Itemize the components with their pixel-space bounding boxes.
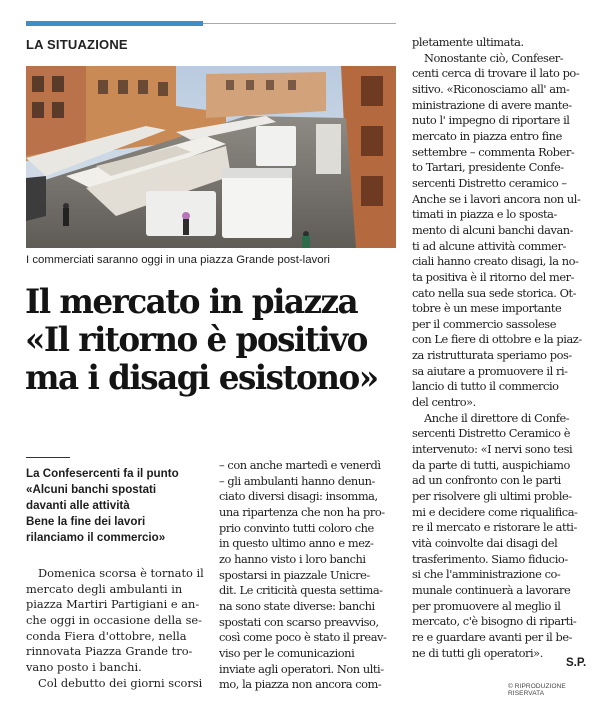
summary-line: Bene la fine dei lavori xyxy=(26,515,146,528)
body-line: sercenti Distretto ceramico – xyxy=(412,175,567,190)
body-line: dit. Le criticità questa settima- xyxy=(219,583,383,598)
body-line: to Tartari, presidente Confe- xyxy=(412,160,564,175)
body-line: inviate agli operatori. Non ulti- xyxy=(219,661,384,676)
headline-line: «Il ritorno è positivo xyxy=(25,320,367,360)
body-line: Nonostante ciò, Confeser- xyxy=(424,50,564,65)
body-line: del centro». xyxy=(412,395,476,410)
summary-rule xyxy=(26,457,70,458)
body-line: re e guardare avanti per il be- xyxy=(412,629,573,644)
body-line: za ristrutturata speriamo pos- xyxy=(412,348,572,363)
body-line: una ripartenza che non ha pro- xyxy=(219,504,385,519)
section-divider xyxy=(203,23,396,24)
body-line: spostati con scarso preavviso, xyxy=(219,614,379,629)
author-signature: S.P. xyxy=(566,657,587,669)
body-line: mo, la piazza non ancora com- xyxy=(219,677,382,692)
body-column-3 xyxy=(412,35,590,661)
body-line: ciali hanno creato disagi, la no- xyxy=(412,254,579,269)
section-kicker: LA SITUAZIONE xyxy=(26,37,128,52)
market-photo xyxy=(26,66,396,248)
body-line: viso per le comunicazioni xyxy=(219,645,355,660)
body-line: – con anche martedì e venerdì xyxy=(219,458,381,472)
body-line: zo hanno visto i loro banchi xyxy=(219,551,366,566)
body-line: sitivo. «Riconosciamo all' am- xyxy=(412,81,570,96)
body-line: vità coinvolte dai disagi del xyxy=(412,536,558,550)
body-line: piazza Martiri Partigiani e an- xyxy=(26,597,200,612)
body-column-1 xyxy=(26,566,206,691)
headline-line: ma i disagi esistono» xyxy=(25,358,378,398)
body-line: Domenica scorsa è tornato il xyxy=(38,566,204,580)
body-line: con Le fiere di ottobre e la piaz- xyxy=(412,332,582,347)
headline-line: Il mercato in piazza xyxy=(25,282,358,322)
body-line: trasferimento. Siamo fiducio- xyxy=(412,551,568,566)
body-line: vano posto i banchi. xyxy=(26,659,142,674)
body-line: mi e decidere come riqualifica- xyxy=(412,504,578,519)
body-line: munale continuerà a lavorare xyxy=(412,582,571,597)
body-line: re il mercato e ristorare le atti- xyxy=(412,520,577,535)
summary-line: La Confesercenti fa il punto xyxy=(26,467,179,480)
body-line: ciato diversi disagi: insomma, xyxy=(219,489,378,504)
body-line: Anche se i lavori ancora non ul- xyxy=(412,191,581,206)
body-line: na sono state diverse: banchi xyxy=(219,598,375,613)
section-accent-rule xyxy=(26,21,203,26)
body-line: per il commercio sassolese xyxy=(412,316,556,331)
body-line: prio convinto tutti coloro che xyxy=(219,520,374,535)
body-line: da parte di tutti, auspichiamo xyxy=(412,457,570,472)
body-line: – gli ambulanti hanno denun- xyxy=(219,473,375,488)
body-line: cato nella sua sede storica. Ot- xyxy=(412,285,576,300)
body-line: ta positiva è il ritorno del mer- xyxy=(412,269,575,284)
body-line: nuto l' impegno di riportare il xyxy=(412,113,570,128)
summary-line: «Alcuni banchi spostati xyxy=(26,483,157,496)
body-line: lancio di tutto il commercio xyxy=(412,379,559,394)
body-line: rinnovata Piazza Grande tro- xyxy=(26,644,193,659)
body-line: si che l'amministrazione co- xyxy=(412,567,561,582)
body-line: mercato in piazza entro fine xyxy=(412,128,562,143)
body-column-2 xyxy=(219,458,399,693)
body-line: per promuovere al meglio il xyxy=(412,598,561,613)
body-line: mercato degli ambulanti in xyxy=(26,581,183,596)
body-line: che oggi in occasione della se- xyxy=(26,612,202,627)
body-line: ne di tutti gli operatori». xyxy=(412,645,543,660)
body-line: conda Fiera d'ottobre, nella xyxy=(26,628,187,643)
summary-line: davanti alle attività xyxy=(26,499,130,512)
photo-caption: I commerciati saranno oggi in una piazza Grande post-lavori xyxy=(26,254,330,266)
body-line: tobre è un mese importante xyxy=(412,301,562,316)
body-line: in questo ultimo anno e mez- xyxy=(219,536,374,551)
body-line: mento di alcuni banchi davan- xyxy=(412,222,574,237)
rights-notice: © RIPRODUZIONE RISERVATA xyxy=(508,683,566,697)
body-line: così come poco è stato il preav- xyxy=(219,630,387,645)
body-line: mercato, c'è bisogno di riparti- xyxy=(412,614,577,629)
body-line: Anche il direttore di Confe- xyxy=(424,410,570,425)
body-line: settembre – commenta Rober- xyxy=(412,144,575,159)
summary-box xyxy=(26,466,206,546)
body-line: centi cerca di trovare il lato po- xyxy=(412,66,580,81)
headline xyxy=(25,283,385,397)
body-line: sercenti Distretto Ceramico è xyxy=(412,426,571,441)
summary-line: rilanciamo il commercio» xyxy=(26,531,166,544)
body-line: ti ad alcune attività commer- xyxy=(412,238,566,253)
body-line: Col debutto dei giorni scorsi xyxy=(38,675,203,690)
body-line: ad un confronto con le parti xyxy=(412,473,561,488)
body-line: timati in piazza e lo sposta- xyxy=(412,207,557,222)
body-line: intervenuto: «I nervi sono tesi xyxy=(412,442,573,457)
body-line: per risolvere gli ultimi proble- xyxy=(412,489,572,504)
body-line: sa aiutare a promuovere il ri- xyxy=(412,363,568,378)
body-line: pletamente ultimata. xyxy=(412,35,524,49)
body-line: spostarsi in piazzale Unicre- xyxy=(219,567,370,582)
body-line: ministrazione di avere mante- xyxy=(412,97,572,112)
